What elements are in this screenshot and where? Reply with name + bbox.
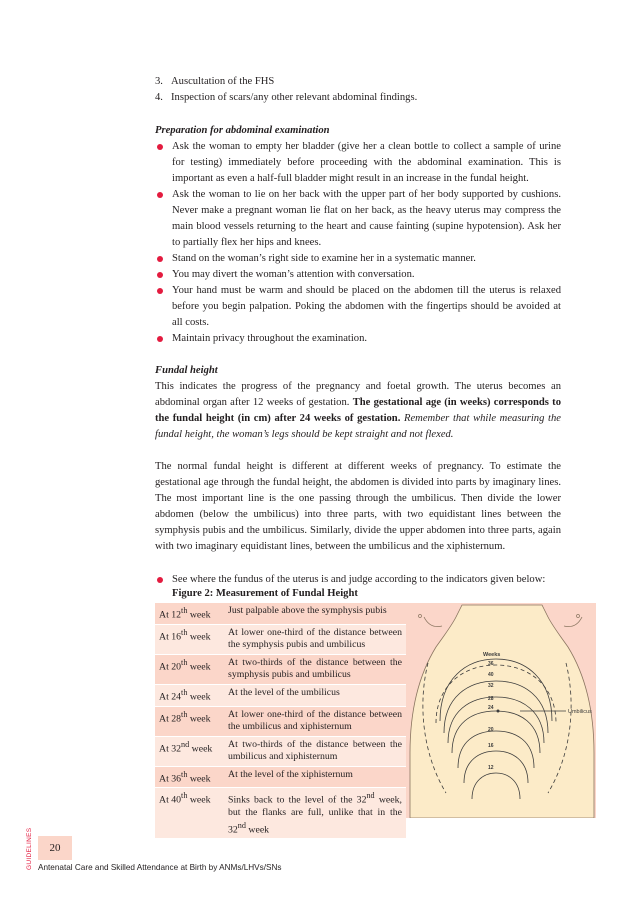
description-cell: At lower one-third of the distance between the umbilicus and xiphisternum <box>224 706 406 736</box>
table-row <box>155 788 406 839</box>
list-number: 3. <box>155 76 163 87</box>
para-text: This indicates the progress of the pregnancy and foetal growth. The uterus becomes an abdominal organ after 12 weeks of gestation. <box>155 381 561 408</box>
table-row <box>155 766 406 788</box>
side-label: GUIDELINES <box>26 827 33 870</box>
table-row <box>155 706 406 736</box>
table-row <box>155 624 406 654</box>
week-number: 16 <box>488 743 494 749</box>
abdomen-illustration <box>406 603 596 818</box>
week-cell: At 24th week <box>155 684 224 706</box>
description-cell: At the level of the xiphisternum <box>224 766 406 788</box>
table-row <box>155 684 406 706</box>
week-cell: At 28th week <box>155 706 224 736</box>
list-number: 4. <box>155 92 163 103</box>
footer-title: Antenatal Care and Skilled Attendance at Birth by ANMs/LHVs/SNs <box>38 863 282 872</box>
week-number: 36 <box>488 661 494 667</box>
numbered-list <box>155 74 561 106</box>
figure-title: Figure 2: Measurement of Fundal Height <box>172 588 358 599</box>
week-number: 28 <box>488 696 494 702</box>
week-number: 12 <box>488 765 494 771</box>
description-cell: At lower one-third of the distance between the symphysis pubis and umbilicus <box>224 624 406 654</box>
para-bold-text: The gestational age (in weeks) corresponds to the fundal height (in cm) after 24 weeks of gestation. <box>155 397 561 424</box>
list-text: Auscultation of the FHS <box>171 76 275 87</box>
umbilicus-label: Umbilicus <box>568 709 592 715</box>
week-number: 32 <box>488 683 494 689</box>
bullet-item: Maintain privacy throughout the examination. <box>155 331 561 347</box>
week-cell: At 20th week <box>155 654 224 684</box>
week-cell: At 16th week <box>155 624 224 654</box>
prep-heading: Preparation for abdominal examination <box>155 125 330 136</box>
description-cell: At the level of the umbilicus <box>224 684 406 706</box>
para-italic-text: Remember that while measuring the fundal height, the woman’s legs should be kept straight and not flexed. <box>155 413 561 440</box>
description-cell: Just palpable above the symphysis pubis <box>224 603 406 624</box>
bullet-item: You may divert the woman’s attention with conversation. <box>155 267 561 283</box>
page-number: 20 <box>38 836 72 860</box>
description-cell: At two-thirds of the distance between the symphysis pubis and umbilicus <box>224 654 406 684</box>
bullet-item: Your hand must be warm and should be placed on the abdomen till the uterus is relaxed before you begin palpation. Poking the abdomen with the fingertips should be avoided at all costs. <box>155 283 561 331</box>
table-row <box>155 736 406 766</box>
navel-mark-right <box>577 615 580 618</box>
weeks-label: Weeks <box>483 652 501 658</box>
breast-curve-right <box>564 617 582 627</box>
indicator-bullet-list <box>155 572 561 588</box>
week-cell: At 12th week <box>155 603 224 624</box>
navel-mark-left <box>419 615 422 618</box>
week-cell: At 36th week <box>155 766 224 788</box>
list-item <box>155 74 561 90</box>
prep-bullet-list <box>155 139 561 347</box>
bullet-item: Ask the woman to lie on her back with the upper part of her body supported by cushions. Never make a pregnant woman lie flat on her back, as the heavy uterus may compress the main blood vessels returning to the heart and cause fainting (supine hypotension). Ask her to partially flex her hips and knees. <box>155 187 561 251</box>
description-cell: At two-thirds of the distance between the umbilicus and xiphisternum <box>224 736 406 766</box>
breast-curve-left <box>424 617 442 627</box>
bullet-item: Stand on the woman’s right side to examine her in a systematic manner. <box>155 251 561 267</box>
table-row <box>155 654 406 684</box>
week-number: 20 <box>488 727 494 733</box>
fundal-paragraph-2: The normal fundal height is different at different weeks of pregnancy. To estimate the gestational age through the fundal height, the abdomen is divided into parts by imaginary lines. The most important line is the one passing through the umbilicus. Then divide the lower abdomen (below the umbilicus) into three parts, with two equidistant lines between the symphysis pubis and the umbilicus. Similarly, divide the upper abdomen into three parts, again with two imaginary equidistant lines, between the umbilicus and the xiphisternum. <box>155 461 561 552</box>
fundal-heading: Fundal height <box>155 365 218 376</box>
fundal-paragraph-1 <box>155 379 561 443</box>
list-item <box>155 90 561 106</box>
table-row <box>155 603 406 624</box>
bullet-item: Ask the woman to empty her bladder (give her a clean bottle to collect a sample of urine for testing) immediately before proceeding with the abdominal examination. This is important as even a half-full bladder might result in an increase in the fundal height. <box>155 139 561 187</box>
fundal-height-table <box>155 603 406 839</box>
description-cell: Sinks back to the level of the 32nd week, but the flanks are full, unlike that in the 32nd week <box>224 788 406 839</box>
week-number: 24 <box>488 705 494 711</box>
week-number: 40 <box>488 672 494 678</box>
week-cell: At 40th week <box>155 788 224 839</box>
bullet-item: See where the fundus of the uterus is and judge according to the indicators given below: <box>155 572 561 588</box>
umbilicus-dot <box>497 710 500 713</box>
week-cell: At 32nd week <box>155 736 224 766</box>
list-text: Inspection of scars/any other relevant abdominal findings. <box>171 92 418 103</box>
fundal-height-diagram <box>406 603 596 818</box>
